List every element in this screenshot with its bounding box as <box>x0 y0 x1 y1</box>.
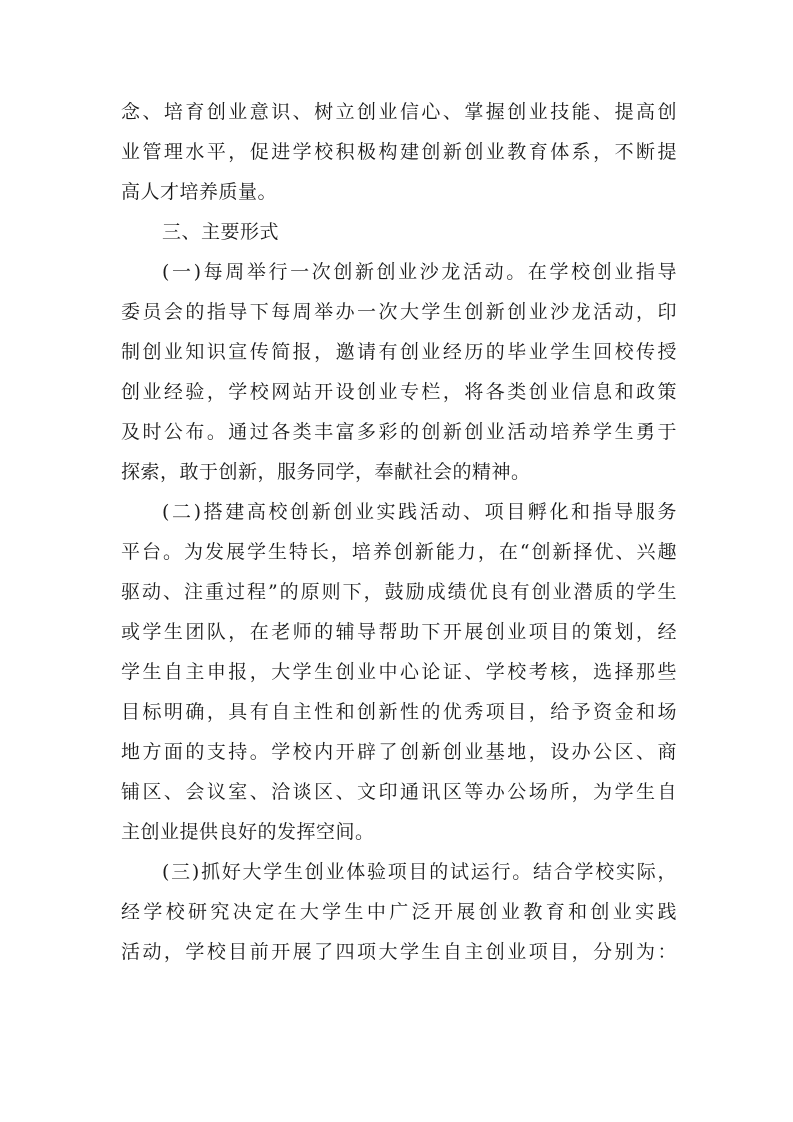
text-line: 高人才培养质量。 <box>121 181 278 203</box>
text-line: 主创业提供良好的发挥空间。 <box>121 821 375 843</box>
text-line: 活动，学校目前开展了四项大学生自主创业项目，分别为： <box>121 941 677 963</box>
text-line: 及时公布。通过各类丰富多彩的创新创业活动培养学生勇于 <box>121 421 677 443</box>
text-line: 目标明确，具有自主性和创新性的优秀项目，给予资金和场 <box>121 701 677 723</box>
text-line: 铺区、会议室、洽谈区、文印通讯区等办公场所，为学生自 <box>121 781 677 803</box>
paragraph-item-3 <box>121 852 677 972</box>
section-heading-text: 三、主要形式 <box>162 221 280 243</box>
text-line: 委员会的指导下每周举办一次大学生创新创业沙龙活动，印 <box>121 301 677 323</box>
paragraph-continuation <box>121 92 677 212</box>
text-line: 探索，敢于创新，服务同学，奉献社会的精神。 <box>121 461 531 483</box>
text-line: (一)每周举行一次创新创业沙龙活动。在学校创业指导 <box>162 261 677 283</box>
text-line: 学生自主申报，大学生创业中心论证、学校考核，选择那些 <box>121 661 677 683</box>
text-line: 业管理水平，促进学校积极构建创新创业教育体系，不断提 <box>121 141 677 163</box>
text-line: 经学校研究决定在大学生中广泛开展创业教育和创业实践 <box>121 901 677 923</box>
text-line: 制创业知识宣传简报，邀请有创业经历的毕业学生回校传授 <box>121 341 677 363</box>
text-line: 平台。为发展学生特长，培养创新能力，在“创新择优、兴趣 <box>121 541 677 563</box>
paragraph-item-2 <box>121 492 677 852</box>
text-line: 地方面的支持。学校内开辟了创新创业基地，设办公区、商 <box>121 741 677 763</box>
text-line: 驱动、注重过程”的原则下，鼓励成绩优良有创业潜质的学生 <box>121 581 677 603</box>
paragraph-item-1 <box>121 252 677 492</box>
document-body <box>121 92 677 972</box>
text-line: 创业经验，学校网站开设创业专栏，将各类创业信息和政策 <box>121 381 677 403</box>
text-line: 或学生团队，在老师的辅导帮助下开展创业项目的策划，经 <box>121 621 677 643</box>
text-line: (二)搭建高校创新创业实践活动、项目孵化和指导服务 <box>162 501 677 523</box>
text-line: (三)抓好大学生创业体验项目的试运行。结合学校实际， <box>162 861 677 883</box>
text-line: 念、培育创业意识、树立创业信心、掌握创业技能、提高创 <box>121 101 677 123</box>
section-heading <box>121 212 677 252</box>
